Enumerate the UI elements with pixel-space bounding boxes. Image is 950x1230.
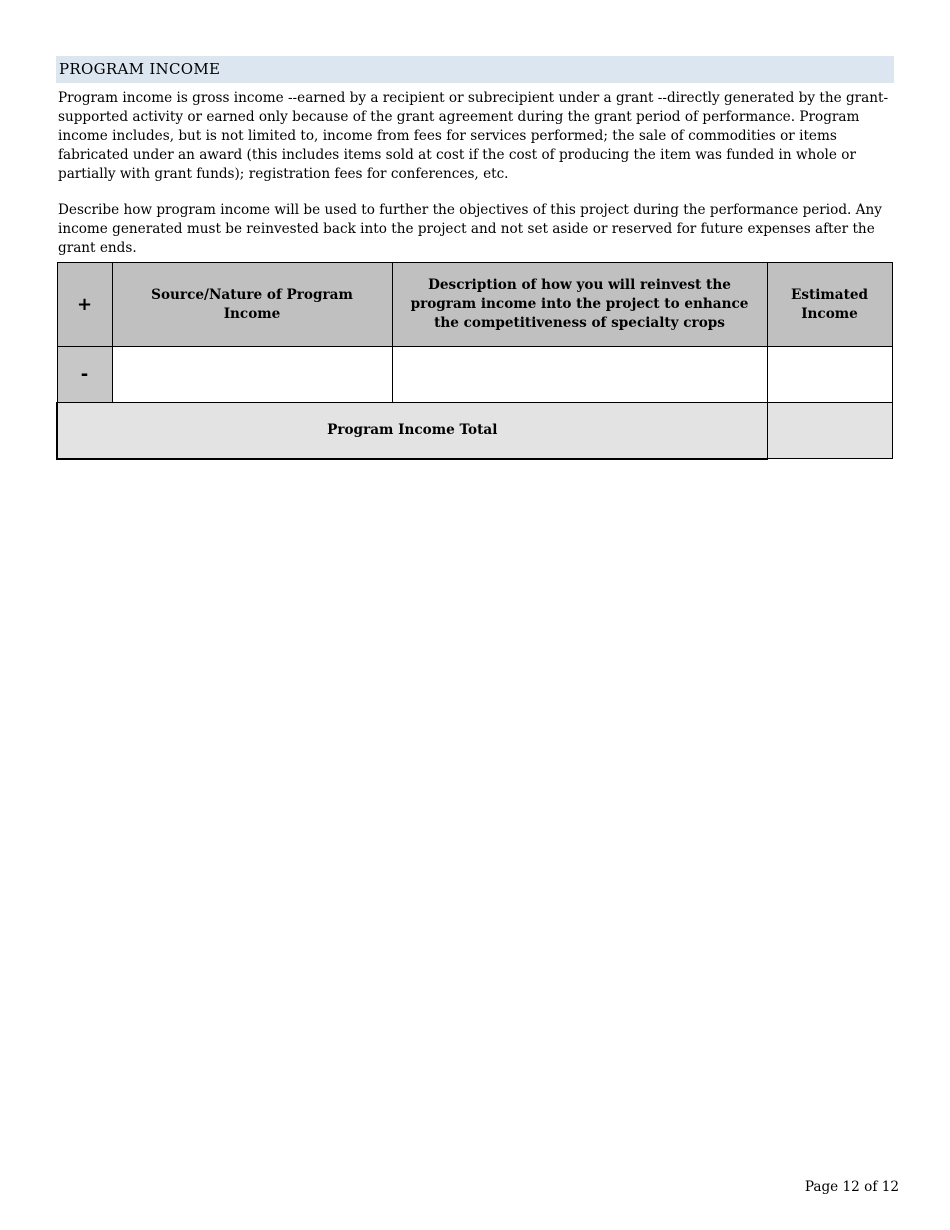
remove-row-button[interactable]: - [80, 364, 89, 385]
source-input[interactable] [112, 347, 392, 403]
section-header-program-income [56, 56, 894, 83]
add-row-cell[interactable] [57, 263, 112, 347]
program-income-total-value [767, 403, 892, 459]
program-income-table [56, 262, 893, 460]
remove-row-cell[interactable] [57, 347, 112, 403]
estimated-income-input[interactable] [767, 347, 892, 403]
program-income-total-label: Program Income Total [57, 403, 767, 459]
table-row [57, 347, 892, 403]
column-header-description: Description of how you will reinvest the program income into the project to enhance the competitiveness of specialty crops [392, 263, 767, 347]
column-header-estimated-income: Estimated Income [767, 263, 892, 347]
program-income-instructions: Describe how program income will be used to further the objectives of this project during the performance period. Any income generated must be reinvested back into the project and not set aside or reserved for future expenses after the grant ends. [58, 202, 882, 256]
program-income-definition: Program income is gross income --earned by a recipient or subrecipient under a grant --directly generated by the grant-supported activity or earned only because of the grant agreement during the grant period of performance. Program income includes, but is not limited to, income from fees for services performed; the sale of commodities or items fabricated under an award (this includes items sold at cost if the cost of producing the item was funded in whole or partially with grant funds); registration fees for conferences, etc. [58, 90, 889, 182]
page-number: Page 12 of 12 [804, 1179, 899, 1195]
description-input[interactable] [392, 347, 767, 403]
section-title: PROGRAM INCOME [59, 60, 221, 78]
total-row [57, 403, 892, 459]
add-row-button[interactable]: + [76, 294, 93, 315]
table-header-row [57, 263, 892, 347]
column-header-source: Source/Nature of Program Income [112, 263, 392, 347]
